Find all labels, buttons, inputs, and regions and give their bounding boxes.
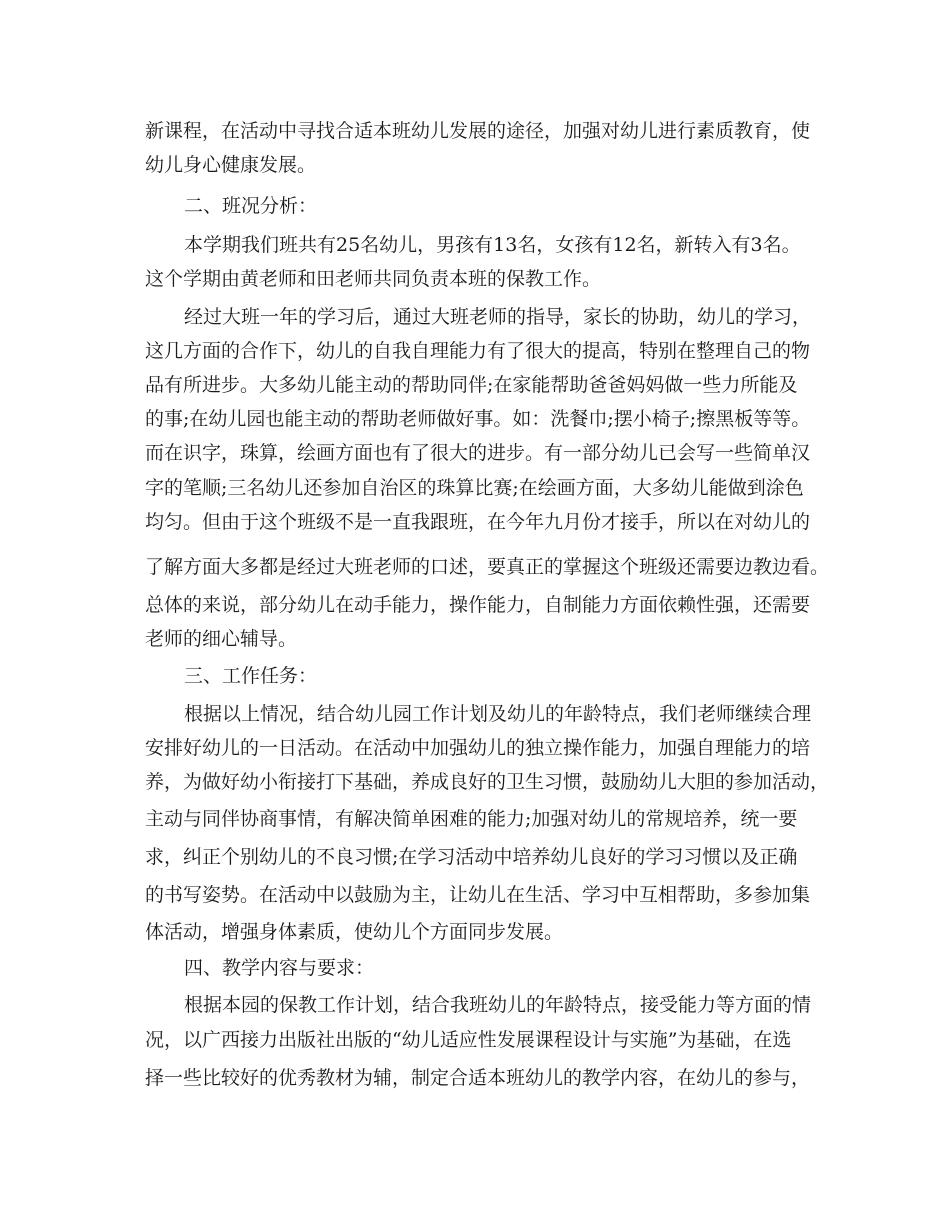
text-line: 字的笔顺;三名幼儿还参加自治区的珠算比赛;在绘画方面，大多幼儿能做到涂色 [145, 477, 804, 499]
text-line: 的事;在幼儿园也能主动的帮助老师做好事。如：洗餐巾;摆小椅子;擦黑板等等。 [145, 408, 811, 430]
paragraph-start: 经过大班一年的学习后，通过大班老师的指导，家长的协助，幼儿的学习， [184, 306, 812, 328]
section-heading: 三、工作任务： [184, 665, 318, 687]
text-line: 品有所进步。大多幼儿能主动的帮助同伴;在家能帮助爸爸妈妈做一些力所能及 [145, 374, 798, 396]
paragraph-start: 根据以上情况，结合幼儿园工作计划及幼儿的年龄特点，我们老师继续合理 [184, 703, 812, 725]
text-line: 的书写姿势。在活动中以鼓励为主，让幼儿在生活、学习中互相帮助，多参加集 [145, 884, 811, 906]
text-line: 老师的细心辅导。 [145, 628, 298, 650]
text-line: 新课程，在活动中寻找合适本班幼儿发展的途径，加强对幼儿进行素质教育，使 [145, 120, 811, 142]
text-line: 主动与同伴协商事情，有解决简单困难的能力;加强对幼儿的常规培养，统一要 [145, 808, 798, 830]
paragraph-start: 本学期我们班共有25名幼儿，男孩有13名，女孩有12名，新转入有3名。 [184, 234, 801, 256]
text-line: 了解方面大多都是经过大班老师的口述，要真正的掌握这个班级还需要边教边看。 [145, 556, 830, 578]
text-line: 求，纠正个别幼儿的不良习惯;在学习活动中培养幼儿良好的学习习惯以及正确 [145, 846, 798, 868]
text-line: 而在识字，珠算，绘画方面也有了很大的进步。有一部分幼儿已会写一些简单汉 [145, 442, 811, 464]
text-line: 这几方面的合作下，幼儿的自我自理能力有了很大的提高，特别在整理自己的物 [145, 340, 811, 362]
section-heading: 四、教学内容与要求： [184, 957, 375, 979]
text-line: 均匀。但由于这个班级不是一直我跟班，在今年九月份才接手，所以在对幼儿的 [145, 511, 811, 533]
text-line: 择一些比较好的优秀教材为辅，制定合适本班幼儿的教学内容，在幼儿的参与， [145, 1067, 811, 1089]
text-line: 安排好幼儿的一日活动。在活动中加强幼儿的独立操作能力，加强自理能力的培 [145, 737, 811, 759]
paragraph-start: 根据本园的保教工作计划，结合我班幼儿的年龄特点，接受能力等方面的情 [184, 994, 812, 1016]
section-heading: 二、班况分析： [184, 195, 318, 217]
text-line: 幼儿身心健康发展。 [145, 154, 317, 176]
text-line: 体活动，增强身体素质，使幼儿个方面同步发展。 [145, 921, 564, 943]
text-line: 养，为做好幼小衔接打下基础，养成良好的卫生习惯，鼓励幼儿大胆的参加活动， [145, 771, 830, 793]
text-line: 总体的来说，部分幼儿在动手能力，操作能力，自制能力方面依赖性强，还需要 [145, 594, 811, 616]
text-line: 况，以广西接力出版社出版的“幼儿适应性发展课程设计与实施”为基础，在选 [145, 1029, 792, 1051]
text-line: 这个学期由黄老师和田老师共同负责本班的保教工作。 [145, 268, 602, 290]
